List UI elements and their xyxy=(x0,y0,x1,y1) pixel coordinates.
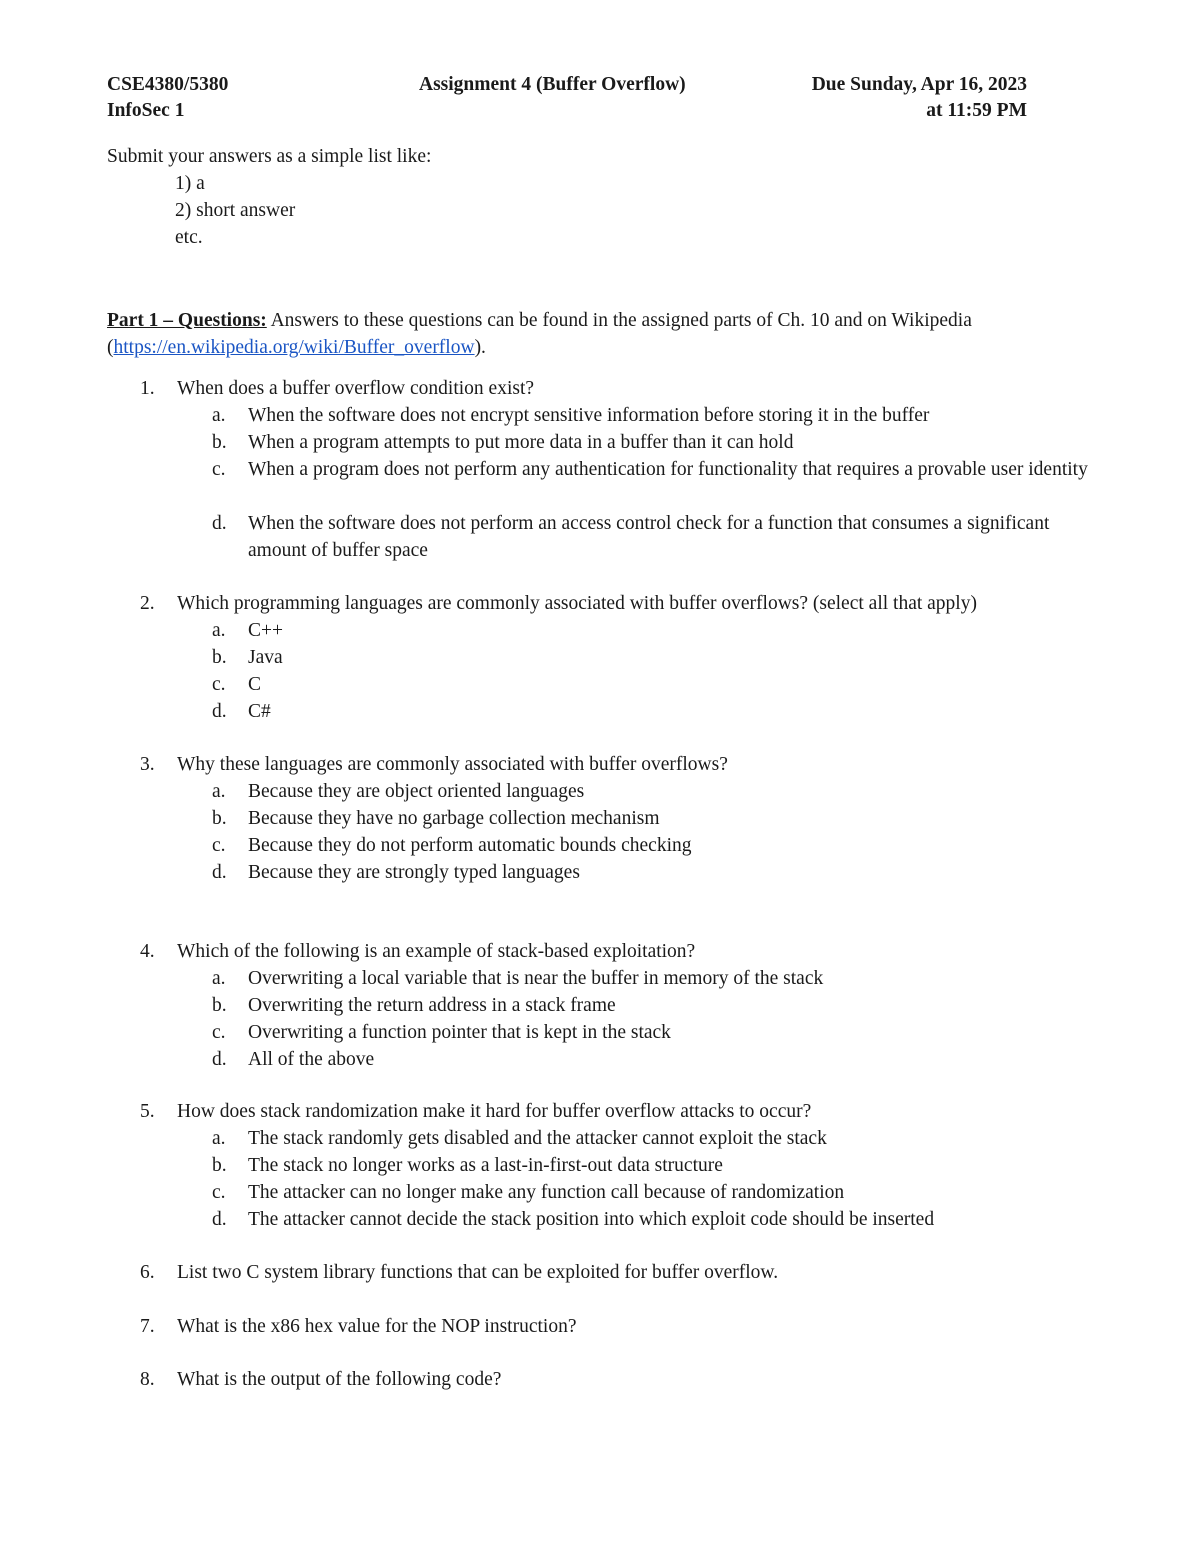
question-text: What is the output of the following code? xyxy=(177,1369,502,1390)
question-text: Why these languages are commonly associated with buffer overflows? xyxy=(177,754,728,775)
option-letter: b. xyxy=(212,647,227,668)
option-letter: d. xyxy=(212,701,227,722)
wikipedia-link[interactable]: https://en.wikipedia.org/wiki/Buffer_overflow xyxy=(113,337,475,358)
option-text: All of the above xyxy=(248,1049,375,1070)
option-text: Overwriting the return address in a stack frame xyxy=(248,995,616,1016)
question-text: What is the x86 hex value for the NOP instruction? xyxy=(177,1316,577,1337)
option-text: Overwriting a function pointer that is kept in the stack xyxy=(248,1022,671,1043)
option-text: When the software does not perform an access control check for a function that consumes a significant amount of buffer space xyxy=(248,513,1050,561)
question-text: When does a buffer overflow condition exist? xyxy=(177,378,535,399)
option-text: The attacker cannot decide the stack position into which exploit code should be inserted xyxy=(248,1209,935,1230)
link-open-paren: ( xyxy=(107,337,114,358)
question-number: 1. xyxy=(140,378,155,399)
option-text: The stack no longer works as a last-in-first-out data structure xyxy=(248,1155,723,1176)
option-text: Because they have no garbage collection mechanism xyxy=(248,808,660,829)
question-number: 2. xyxy=(140,593,155,614)
option-text: When the software does not encrypt sensitive information before storing it in the buffer xyxy=(248,405,930,426)
option-text: Because they are object oriented languages xyxy=(248,781,585,802)
example-line-2: 2) short answer xyxy=(175,200,296,221)
question-number: 5. xyxy=(140,1101,155,1122)
option-letter: c. xyxy=(212,1022,226,1043)
option-letter: d. xyxy=(212,513,227,534)
option-letter: c. xyxy=(212,835,226,856)
option-letter: c. xyxy=(212,674,226,695)
option-letter: b. xyxy=(212,995,227,1016)
header-right xyxy=(812,72,1027,124)
option-letter: d. xyxy=(212,862,227,883)
option-text: Because they do not perform automatic bounds checking xyxy=(248,835,692,856)
assignment-title: Assignment 4 (Buffer Overflow) xyxy=(419,74,686,95)
option-letter: b. xyxy=(212,1155,227,1176)
option-text: Java xyxy=(248,647,283,668)
question-number: 6. xyxy=(140,1262,155,1283)
link-close-paren: ). xyxy=(474,337,486,358)
option-letter: b. xyxy=(212,808,227,829)
question-number: 3. xyxy=(140,754,155,775)
option-letter: a. xyxy=(212,1128,226,1149)
option-text: The attacker can no longer make any function call because of randomization xyxy=(248,1182,845,1203)
option-text: The stack randomly gets disabled and the attacker cannot exploit the stack xyxy=(248,1128,827,1149)
option-letter: c. xyxy=(212,1182,226,1203)
header-center xyxy=(419,72,686,98)
option-text: Overwriting a local variable that is near the buffer in memory of the stack xyxy=(248,968,824,989)
option-text: C# xyxy=(248,701,271,722)
course-name: InfoSec 1 xyxy=(107,100,185,121)
option-letter: c. xyxy=(212,459,226,480)
option-letter: b. xyxy=(212,432,227,453)
question-number: 7. xyxy=(140,1316,155,1337)
option-text: When a program does not perform any authentication for functionality that requires a provable user identity xyxy=(248,459,1088,480)
question-number: 4. xyxy=(140,941,155,962)
option-text: When a program attempts to put more data in a buffer than it can hold xyxy=(248,432,794,453)
option-letter: d. xyxy=(212,1209,227,1230)
document-header xyxy=(107,72,1027,126)
option-text: Because they are strongly typed languages xyxy=(248,862,580,883)
option-letter: d. xyxy=(212,1049,227,1070)
question-text: Which programming languages are commonly associated with buffer overflows? (select all that apply) xyxy=(177,593,977,614)
question-text: How does stack randomization make it hard for buffer overflow attacks to occur? xyxy=(177,1101,812,1122)
option-letter: a. xyxy=(212,620,226,641)
part1-description: Answers to these questions can be found in the assigned parts of Ch. 10 and on Wikipedia xyxy=(266,310,972,331)
example-line-3: etc. xyxy=(175,227,203,248)
option-letter: a. xyxy=(212,968,226,989)
option-letter: a. xyxy=(212,405,226,426)
example-line-1: 1) a xyxy=(175,173,205,194)
part1-intro xyxy=(107,307,1082,361)
option-letter: a. xyxy=(212,781,226,802)
course-code: CSE4380/5380 xyxy=(107,74,229,95)
question-text: Which of the following is an example of stack-based exploitation? xyxy=(177,941,696,962)
part1-title: Part 1 – Questions: xyxy=(107,310,267,331)
instructions-intro: Submit your answers as a simple list like: xyxy=(107,146,432,167)
option-text: C xyxy=(248,674,262,695)
question-text: List two C system library functions that can be exploited for buffer overflow. xyxy=(177,1262,779,1283)
option-text: C++ xyxy=(248,620,284,641)
question-number: 8. xyxy=(140,1369,155,1390)
header-left xyxy=(107,72,228,124)
due-time: at 11:59 PM xyxy=(926,100,1027,121)
due-date: Due Sunday, Apr 16, 2023 xyxy=(811,74,1027,95)
submission-instructions xyxy=(107,143,431,251)
